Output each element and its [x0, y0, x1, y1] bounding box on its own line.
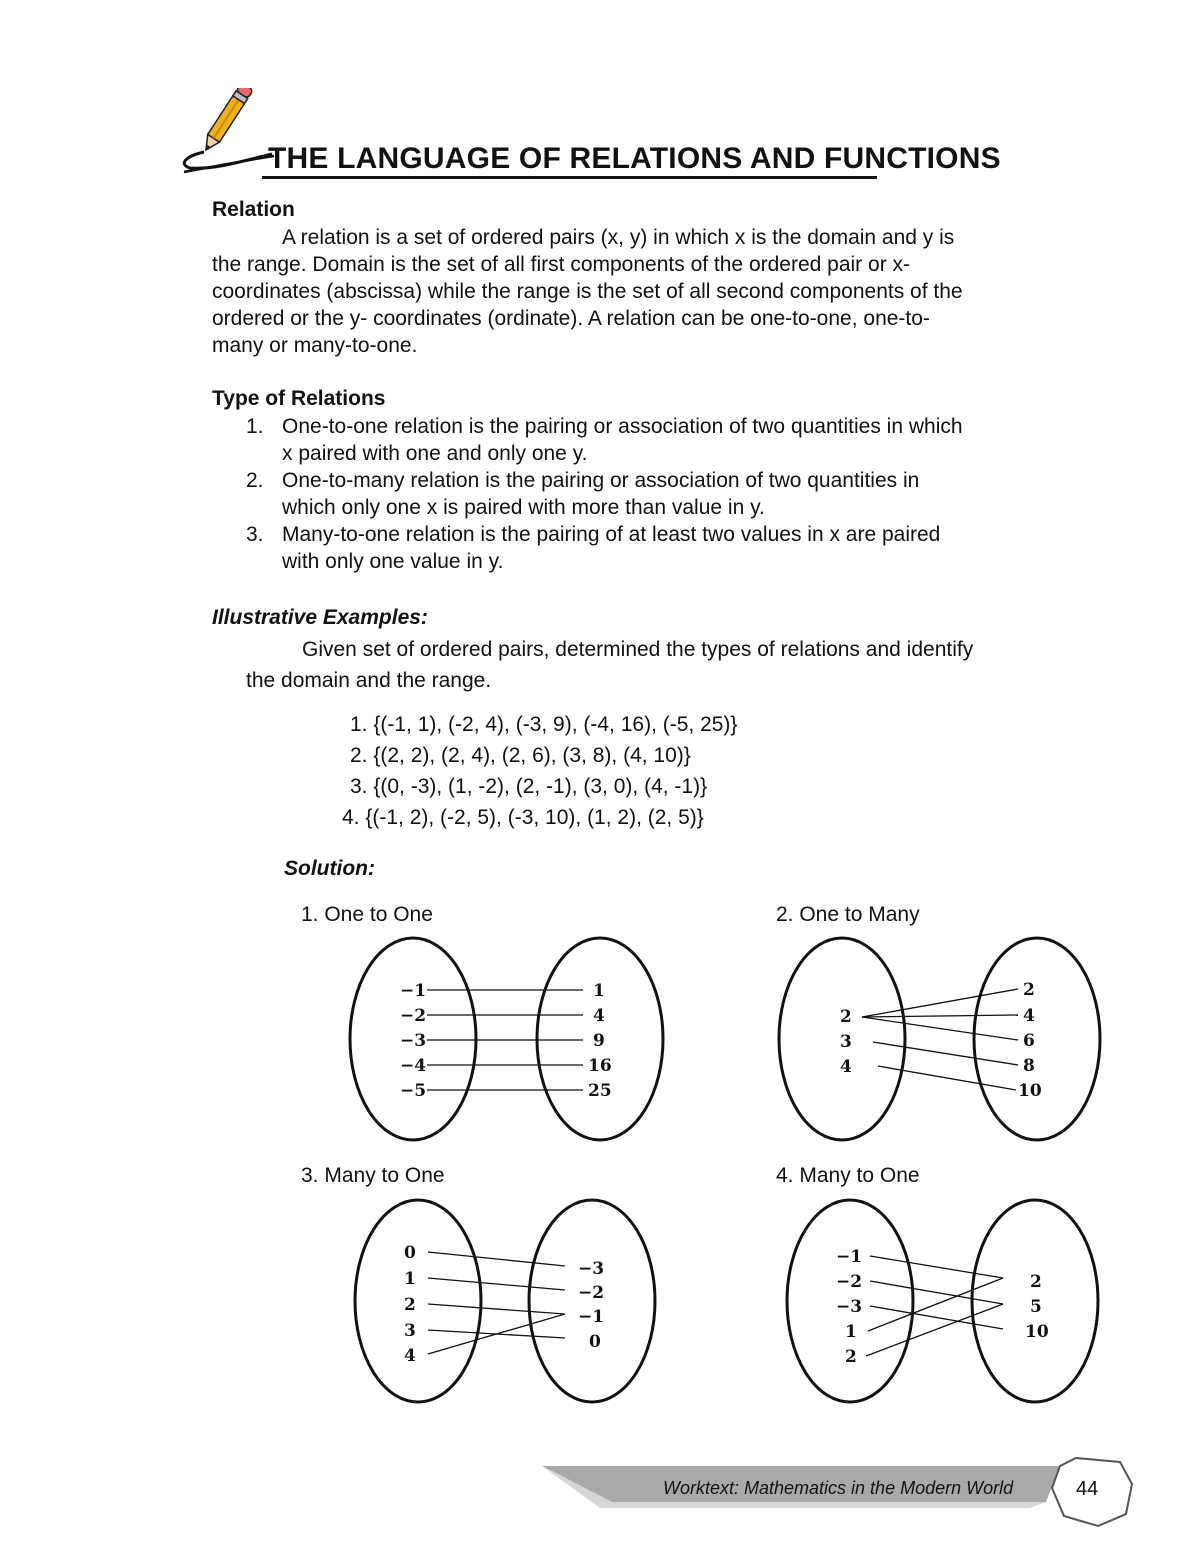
- range-value: 8: [1023, 1056, 1035, 1076]
- range-value: 2: [1030, 1272, 1042, 1292]
- types-list: [246, 413, 1106, 575]
- mapping-diagram-many-to-one-b: [770, 1194, 1110, 1409]
- list-item: 3. Many-to-one relation is the pairing of at least two values in x are paired: [246, 523, 941, 546]
- domain-value: 2: [840, 1007, 852, 1027]
- relation-line: the range. Domain is the set of all first components of the ordered pair or x-: [212, 253, 911, 276]
- title-underline: [262, 176, 877, 179]
- domain-value: −1: [400, 981, 427, 1001]
- mapping-arrow: [866, 1304, 1003, 1356]
- pencil-icon: [176, 88, 280, 180]
- diagram-label: 3. Many to One: [301, 1164, 445, 1187]
- list-item: 1. One-to-one relation is the pairing or association of two quantities in which: [246, 415, 963, 438]
- relation-line: ordered or the y- coordinates (ordinate). A relation can be one-to-one, one-to-: [212, 307, 930, 330]
- range-value: 4: [1023, 1006, 1035, 1026]
- range-value: −3: [578, 1259, 605, 1279]
- mapping-arrow: [862, 1015, 1018, 1017]
- domain-value: 2: [845, 1347, 857, 1367]
- page-title: THE LANGUAGE OF RELATIONS AND FUNCTIONS: [268, 142, 1001, 175]
- domain-oval: [355, 1200, 481, 1402]
- diagram-label: 1. One to One: [301, 903, 433, 926]
- mapping-arrow: [428, 1304, 565, 1314]
- range-value: 9: [593, 1031, 605, 1051]
- mapping-arrow: [862, 1017, 1018, 1040]
- range-oval: [974, 938, 1100, 1140]
- domain-value: 3: [840, 1032, 852, 1052]
- list-item: 2. One-to-many relation is the pairing or association of two quantities in: [246, 469, 920, 492]
- domain-value: −3: [836, 1297, 863, 1317]
- list-item-cont: with only one value in y.: [282, 550, 504, 573]
- domain-value: −3: [400, 1031, 427, 1051]
- mapping-arrow: [428, 1252, 565, 1266]
- mapping-arrow: [870, 1256, 1003, 1278]
- solution-heading: Solution:: [284, 857, 375, 880]
- example-item: 3. {(0, -3), (1, -2), (2, -1), (3, 0), (4, -1)}: [350, 775, 708, 798]
- domain-value: 4: [404, 1346, 416, 1366]
- range-value: −2: [578, 1283, 605, 1303]
- domain-value: −4: [400, 1056, 427, 1076]
- mapping-arrow: [873, 1042, 1018, 1065]
- domain-value: 3: [404, 1321, 416, 1341]
- relation-line: many or many-to-one.: [212, 334, 418, 357]
- relation-heading: Relation: [212, 198, 295, 221]
- domain-value: 4: [840, 1057, 852, 1077]
- page-number: 44: [1076, 1478, 1099, 1500]
- range-value: 10: [1025, 1322, 1049, 1342]
- range-value: −1: [578, 1307, 605, 1327]
- domain-value: 1: [404, 1269, 416, 1289]
- illustrative-line2: the domain and the range.: [246, 669, 492, 692]
- illustrative-heading: Illustrative Examples:: [212, 606, 428, 629]
- mapping-arrow: [428, 1278, 565, 1290]
- domain-value: −1: [836, 1247, 863, 1267]
- list-item-cont: x paired with one and only one y.: [282, 442, 588, 465]
- relation-line: coordinates (abscissa) while the range is the set of all second components of the: [212, 280, 963, 303]
- mapping-diagram-one-to-one: [340, 932, 680, 1147]
- mapping-arrow: [870, 1281, 1003, 1304]
- mapping-arrow: [428, 1314, 565, 1354]
- mapping-diagram-many-to-one-a: [340, 1194, 680, 1409]
- diagram-label: 2. One to Many: [776, 903, 920, 926]
- range-value: 25: [588, 1081, 612, 1101]
- mapping-arrow: [868, 1278, 1003, 1331]
- range-value: 1: [593, 981, 605, 1001]
- range-value: 2: [1023, 980, 1035, 1000]
- domain-value: 1: [845, 1322, 857, 1342]
- mapping-arrow: [870, 1306, 1003, 1329]
- relation-line: A relation is a set of ordered pairs (x, y) in which x is the domain and y is: [282, 226, 955, 249]
- range-value: 5: [1030, 1297, 1042, 1317]
- range-value: 16: [588, 1056, 612, 1076]
- illustrative-line1: Given set of ordered pairs, determined the types of relations and identify: [302, 638, 974, 661]
- example-item: 1. {(-1, 1), (-2, 4), (-3, 9), (-4, 16), (-5, 25)}: [350, 713, 738, 736]
- types-heading: Type of Relations: [212, 387, 386, 410]
- domain-value: 0: [404, 1243, 416, 1263]
- mapping-diagram-one-to-many: [770, 932, 1110, 1147]
- examples-list: [342, 709, 738, 833]
- example-item: 2. {(2, 2), (2, 4), (2, 6), (3, 8), (4, 10)}: [350, 744, 691, 767]
- range-value: 4: [593, 1006, 605, 1026]
- domain-value: 2: [404, 1295, 416, 1315]
- range-value: 6: [1023, 1031, 1035, 1051]
- list-item-cont: which only one x is paired with more than value in y.: [282, 496, 765, 519]
- mapping-arrow: [862, 989, 1018, 1017]
- range-value: 10: [1018, 1081, 1042, 1101]
- domain-value: −2: [836, 1272, 863, 1292]
- diagram-label: 4. Many to One: [776, 1164, 920, 1187]
- range-value: 0: [589, 1332, 601, 1352]
- relation-paragraph: [212, 224, 1112, 359]
- example-item: 4. {(-1, 2), (-2, 5), (-3, 10), (1, 2), (2, 5)}: [342, 806, 704, 829]
- domain-value: −5: [400, 1081, 427, 1101]
- footer-title: Worktext: Mathematics in the Modern World: [663, 1478, 1014, 1498]
- domain-value: −2: [400, 1006, 427, 1026]
